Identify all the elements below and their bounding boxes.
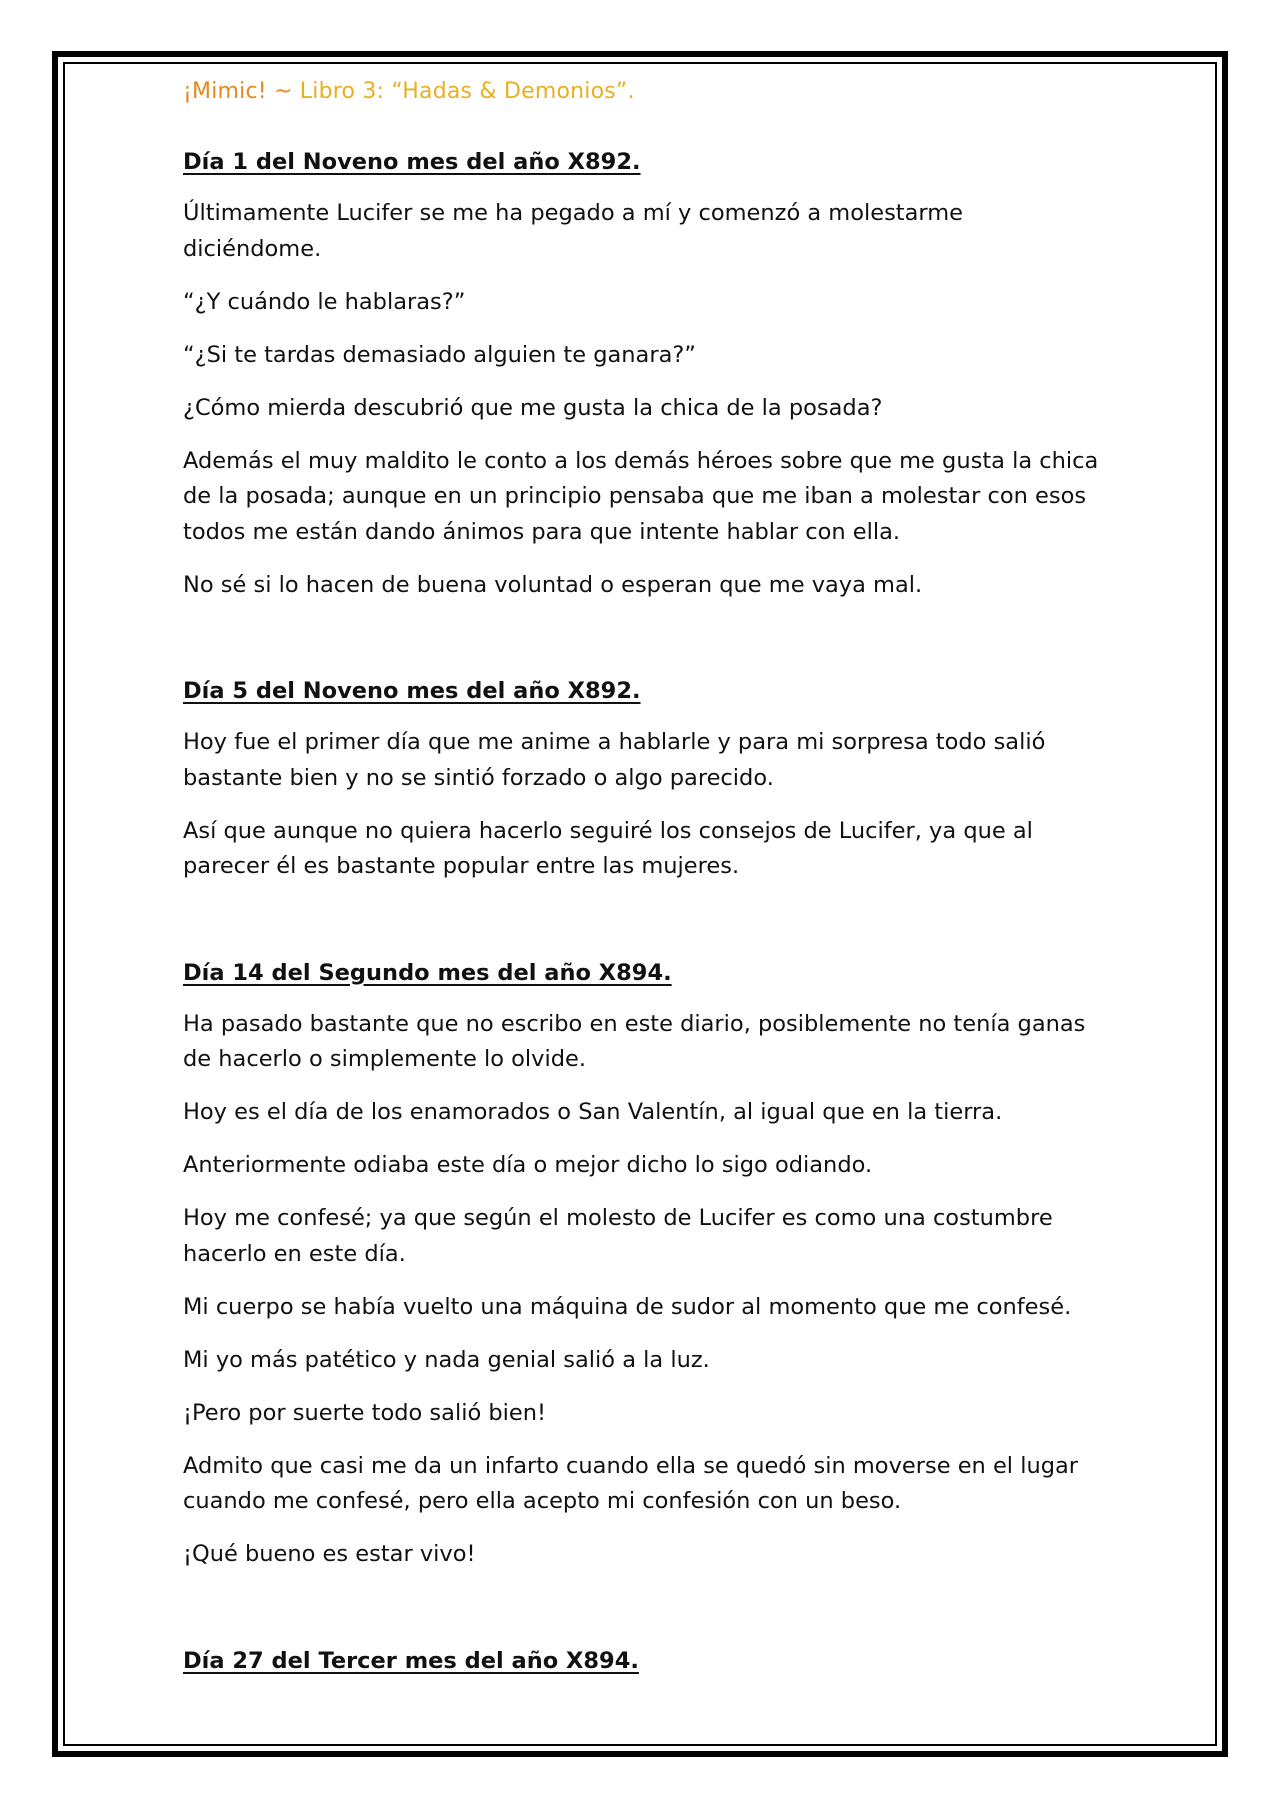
paragraph: No sé si lo hacen de buena voluntad o esperan que me vaya mal. [183, 571, 923, 598]
paragraph: Hoy es el día de los enamorados o San Valentín, al igual que en la tierra. [183, 1099, 1003, 1125]
paragraph: ¡Qué bueno es estar vivo! [183, 1541, 476, 1567]
diary-entry [183, 955, 1103, 1573]
paragraph: Últimamente Lucifer se me ha pegado a mí y comenzó a molestarme diciéndome. [183, 200, 964, 262]
paragraph: Mi yo más patético y nada genial salió a la luz. [183, 1346, 710, 1373]
paragraph: ¡Pero por suerte todo salió bien! [183, 1399, 547, 1426]
paragraph: Además el muy maldito le conto a los demás héroes sobre que me gusta la chica de la posada; aunque en un principio pensaba que me iban a molestar con esos todos me están dando ánimos para que intente hablar con ella. [183, 447, 1099, 545]
paragraph: Mi cuerpo se había vuelto una máquina de sudor al momento que me confesé. [183, 1293, 1072, 1320]
entry-date-heading: Día 27 del Tercer mes del año X894. [183, 1647, 639, 1674]
diary-entry [183, 1643, 1103, 1679]
paragraph: “¿Y cuándo le hablaras?” [183, 288, 466, 315]
paragraph: “¿Si te tardas demasiado alguien te ganara?” [183, 341, 696, 368]
paragraph: Ha pasado bastante que no escribo en este diario, posiblemente no tenía ganas de hacerlo o simplemente lo olvide. [183, 1010, 1086, 1072]
diary-entry [183, 144, 1103, 603]
paragraph: Hoy me confesé; ya que según el molesto de Lucifer es como una costumbre hacerlo en este día. [183, 1205, 1053, 1267]
document-body [183, 72, 1103, 1695]
entry-date-heading: Día 5 del Noveno mes del año X892. [183, 678, 641, 704]
paragraph: Admito que casi me da un infarto cuando ella se quedó sin moverse en el lugar cuando me confesé, pero ella acepto mi confesión con un beso. [183, 1452, 1079, 1514]
paragraph: Anteriormente odiaba este día o mejor dicho lo sigo odiando. [183, 1152, 873, 1178]
paragraph: Hoy fue el primer día que me anime a hablarle y para mi sorpresa todo salió bastante bien y no se sintió forzado o algo parecido. [183, 729, 1046, 791]
entry-date-heading: Día 14 del Segundo mes del año X894. [183, 959, 672, 986]
diary-entry [183, 673, 1103, 885]
paragraph: Así que aunque no quiera hacerlo seguiré los consejos de Lucifer, ya que al parecer él es bastante popular entre las mujeres. [183, 817, 1033, 879]
header-series: ¡Mimic! ~ [183, 79, 300, 104]
running-header [183, 72, 1103, 112]
header-book-title: Libro 3: “Hadas & Demonios”. [299, 79, 635, 104]
entry-date-heading: Día 1 del Noveno mes del año X892. [183, 149, 641, 175]
paragraph: ¿Cómo mierda descubrió que me gusta la chica de la posada? [183, 394, 883, 421]
